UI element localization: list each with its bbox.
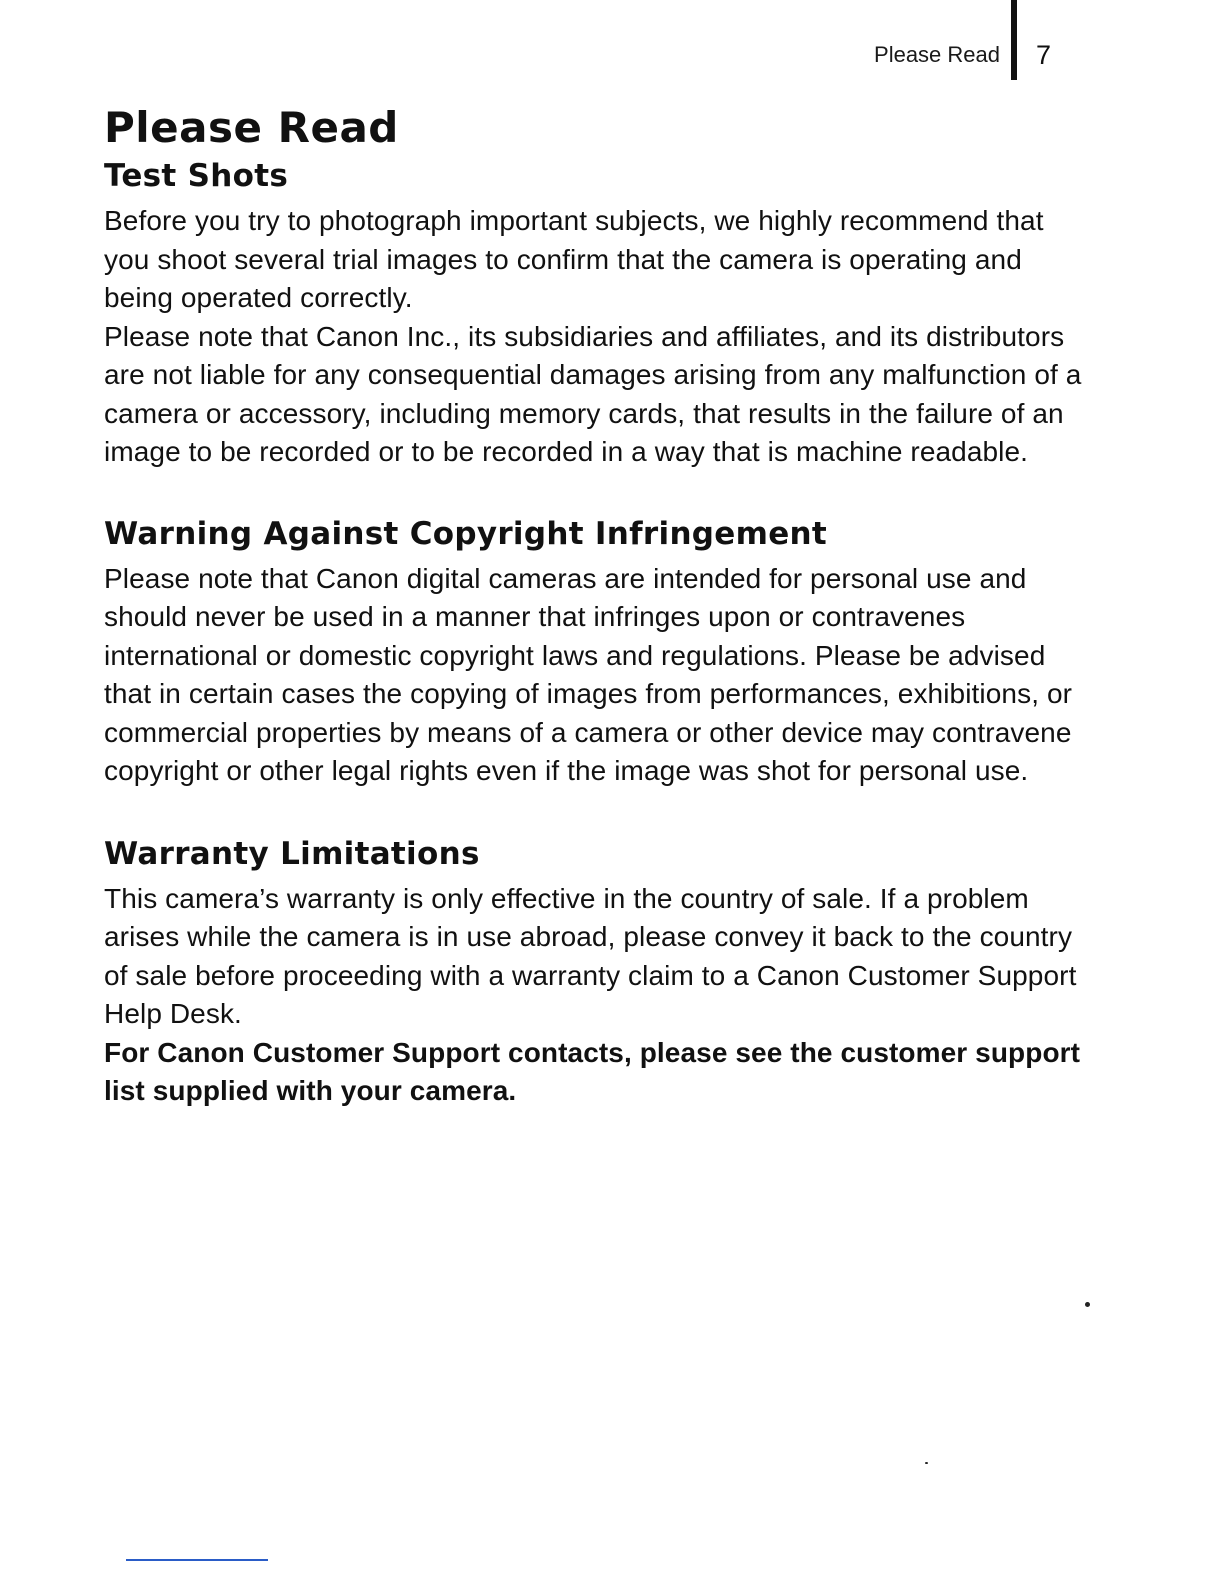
section-heading-warranty: Warranty Limitations	[104, 835, 480, 872]
test-shots-paragraph-1: Before you try to photograph important subjects, we highly recommend that you shoot several trial images to confirm that the camera is operating and being operated correctly.	[104, 205, 1044, 313]
section-heading-test-shots: Test Shots	[104, 158, 289, 194]
section-heading-copyright: Warning Against Copyright Infringement	[104, 515, 828, 552]
scan-edge-line	[126, 1559, 268, 1561]
test-shots-paragraph-2: Please note that Canon Inc., its subsidiaries and affiliates, and its distributors are not liable for any consequential damages arising from any malfunction of a camera or accessory, including memory cards, that results in the failure of an image to be recorded or to be recorded in a way that is machine readable.	[104, 320, 1082, 467]
copyright-paragraph: Please note that Canon digital cameras are intended for personal use and should never be used in a manner that infringes upon or contravenes international or domestic copyright laws and regulations. Please be advised that in certain cases the copying of images from performances, exhibitions, or commercial properties by means of a camera or other device may contravene copyright or other legal rights even if the image was shot for personal use.	[104, 562, 1073, 786]
page-number: 7	[1036, 40, 1052, 70]
warranty-support-note: For Canon Customer Support contacts, please see the customer support list supplied with your camera.	[104, 1036, 1081, 1106]
header-divider	[1011, 0, 1017, 80]
warranty-paragraph: This camera’s warranty is only effective in the country of sale. If a problem arises while the camera is in use abroad, please convey it back to the country of sale before proceeding with a warranty claim to a Canon Customer Support Help Desk.	[104, 882, 1077, 1029]
page-content	[104, 100, 1094, 1111]
page-header	[0, 0, 1224, 90]
scan-speck	[925, 1462, 928, 1464]
page-title: Please Read	[104, 103, 399, 152]
running-header-section: Please Read	[874, 42, 1000, 67]
scan-speck	[1085, 1302, 1090, 1307]
